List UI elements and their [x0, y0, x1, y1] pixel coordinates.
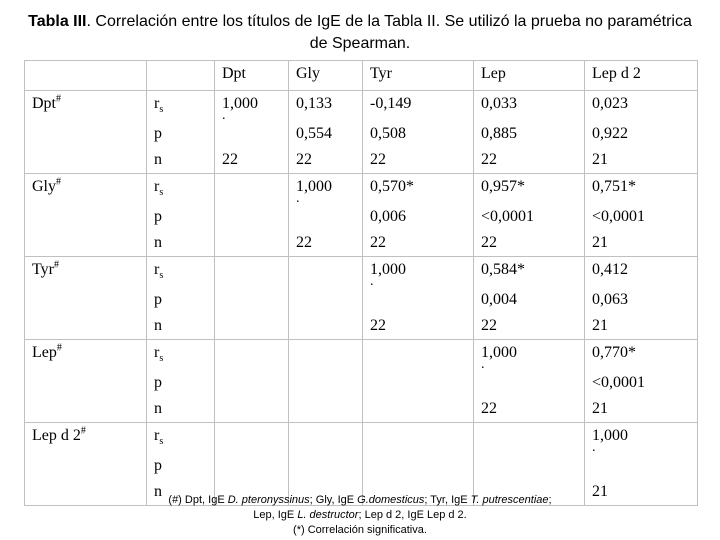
diagonal-dot: . — [296, 191, 300, 206]
value-cell — [474, 396, 585, 423]
stat-label-p: p — [147, 453, 215, 479]
value-cell — [215, 396, 289, 423]
table-row — [25, 121, 698, 147]
table-footnote — [60, 493, 660, 538]
cell-value: 0,584* — [481, 261, 525, 278]
correlation-table — [24, 60, 698, 506]
value-cell — [363, 174, 474, 205]
table-row — [25, 453, 698, 479]
cell-value: 1,000 — [370, 261, 406, 278]
cell-value: 22 — [481, 151, 497, 168]
table-caption — [20, 11, 700, 55]
value-cell — [215, 174, 289, 205]
stat-label-n: n — [147, 313, 215, 340]
value-cell — [585, 257, 698, 288]
cell-value: 21 — [592, 317, 608, 334]
value-cell — [215, 257, 289, 288]
value-cell — [474, 340, 585, 371]
diagonal-dot: . — [592, 440, 596, 455]
header-row — [25, 61, 698, 91]
table-row — [25, 396, 698, 423]
cell-value: 21 — [592, 234, 608, 251]
value-cell — [474, 204, 585, 230]
row-label: Dpt — [32, 95, 56, 112]
table-row — [25, 313, 698, 340]
value-cell — [474, 453, 585, 479]
cell-value: <0,0001 — [592, 208, 646, 225]
table-row — [25, 340, 698, 371]
footnote-line-3: (*) Correlación significativa. — [293, 524, 427, 536]
row-label-mark: # — [56, 176, 61, 188]
stat-label-rs: $r_s$ — [147, 91, 215, 122]
value-cell — [215, 340, 289, 371]
table-row — [25, 370, 698, 396]
cell-value: 0,957* — [481, 178, 525, 195]
stat-label-n: n — [147, 396, 215, 423]
value-cell — [363, 287, 474, 313]
row-label-cell — [25, 174, 147, 205]
value-cell — [585, 91, 698, 122]
value-cell — [363, 204, 474, 230]
row-label-mark: # — [80, 425, 86, 437]
value-cell — [215, 204, 289, 230]
value-cell — [474, 423, 585, 454]
table-row — [25, 423, 698, 454]
row-label-cell — [25, 230, 147, 257]
cell-value: 0,508 — [370, 125, 406, 142]
table-row — [25, 174, 698, 205]
value-cell — [363, 230, 474, 257]
value-cell — [585, 121, 698, 147]
cell-value: 21 — [592, 483, 608, 500]
value-cell — [363, 257, 474, 288]
stat-label-rs: $r_s$ — [147, 340, 215, 371]
table-row — [25, 257, 698, 288]
footnote-line-2: Lep, IgE L. destructor; Lep d 2, IgE Lep d 2. — [253, 509, 467, 521]
cell-value: 0,570* — [370, 178, 414, 195]
value-cell — [585, 423, 698, 454]
value-cell — [215, 313, 289, 340]
value-cell — [474, 91, 585, 122]
table-row — [25, 91, 698, 122]
cell-value: 1,000 — [592, 427, 628, 444]
value-cell — [289, 174, 363, 205]
row-label-cell — [25, 340, 147, 371]
row-label: Gly — [32, 178, 56, 195]
cell-value: 22 — [370, 234, 386, 251]
value-cell — [289, 453, 363, 479]
row-label: Lep d 2 — [32, 427, 81, 444]
row-label-cell — [25, 91, 147, 122]
stat-label-rs: $r_s$ — [147, 423, 215, 454]
cell-value: 22 — [222, 151, 238, 168]
value-cell — [474, 313, 585, 340]
cell-value: 21 — [592, 400, 608, 417]
cell-value: 21 — [592, 151, 608, 168]
value-cell — [363, 370, 474, 396]
value-cell — [474, 257, 585, 288]
cell-value: 1,000 — [481, 344, 517, 361]
row-label-cell — [25, 453, 147, 479]
cell-value: 0,063 — [592, 291, 628, 308]
row-label-cell — [25, 287, 147, 313]
value-cell — [289, 204, 363, 230]
diagonal-dot: . — [481, 357, 485, 372]
cell-value: 22 — [370, 151, 386, 168]
column-header: Tyr — [363, 61, 474, 91]
stat-label-p: p — [147, 370, 215, 396]
value-cell — [289, 257, 363, 288]
footnote-line-1: (#) Dpt, IgE D. pteronyssinus; Gly, IgE G.domesticus; Tyr, IgE T. putrescentiae; — [168, 494, 552, 506]
row-label-mark: # — [56, 93, 61, 105]
value-cell — [215, 287, 289, 313]
value-cell — [215, 370, 289, 396]
value-cell — [363, 453, 474, 479]
value-cell — [215, 147, 289, 174]
value-cell — [474, 230, 585, 257]
column-header: Lep d 2 — [585, 61, 698, 91]
value-cell — [289, 370, 363, 396]
row-label-cell — [25, 370, 147, 396]
cell-value: -0,149 — [370, 95, 412, 112]
value-cell — [585, 340, 698, 371]
value-cell — [289, 121, 363, 147]
value-cell — [363, 313, 474, 340]
value-cell — [585, 230, 698, 257]
table-row — [25, 230, 698, 257]
value-cell — [585, 287, 698, 313]
cell-value: 0,133 — [296, 95, 332, 112]
cell-value: 0,004 — [481, 291, 517, 308]
cell-value: 22 — [481, 317, 497, 334]
value-cell — [215, 91, 289, 122]
stat-label-rs: $r_s$ — [147, 174, 215, 205]
row-label-mark: # — [53, 259, 59, 271]
cell-value: 0,033 — [481, 95, 517, 112]
cell-value: 1,000 — [296, 178, 332, 195]
value-cell — [585, 370, 698, 396]
cell-value: 0,922 — [592, 125, 628, 142]
value-cell — [585, 453, 698, 479]
cell-value: 0,023 — [592, 95, 628, 112]
cell-value: 0,006 — [370, 208, 406, 225]
caption-label: Tabla III — [28, 13, 87, 30]
stat-label-p: p — [147, 121, 215, 147]
value-cell — [363, 147, 474, 174]
value-cell — [289, 287, 363, 313]
value-cell — [474, 121, 585, 147]
value-cell — [363, 121, 474, 147]
value-cell — [585, 313, 698, 340]
value-cell — [289, 91, 363, 122]
stat-label-n: n — [147, 147, 215, 174]
row-label-cell — [25, 204, 147, 230]
row-label-mark: # — [56, 342, 62, 354]
cell-value: 22 — [296, 151, 312, 168]
header-cell-empty — [147, 61, 215, 91]
value-cell — [289, 396, 363, 423]
value-cell — [215, 121, 289, 147]
value-cell — [585, 204, 698, 230]
value-cell — [363, 91, 474, 122]
value-cell — [585, 396, 698, 423]
header-cell-empty — [25, 61, 147, 91]
value-cell — [289, 230, 363, 257]
value-cell — [474, 287, 585, 313]
stat-label-p: p — [147, 204, 215, 230]
row-label-cell — [25, 396, 147, 423]
row-label: Tyr — [32, 261, 54, 278]
value-cell — [289, 147, 363, 174]
row-label-cell — [25, 121, 147, 147]
stat-label-n: n — [147, 479, 215, 506]
column-header: Gly — [289, 61, 363, 91]
cell-value: <0,0001 — [592, 374, 646, 391]
cell-value: 1,000 — [222, 95, 258, 112]
value-cell — [363, 423, 474, 454]
value-cell — [363, 340, 474, 371]
value-cell — [585, 174, 698, 205]
stat-label-rs: $r_s$ — [147, 257, 215, 288]
value-cell — [289, 423, 363, 454]
table-row — [25, 204, 698, 230]
column-header: Lep — [474, 61, 585, 91]
cell-value: 22 — [481, 234, 497, 251]
row-label-cell — [25, 257, 147, 288]
value-cell — [215, 423, 289, 454]
cell-value: 0,554 — [296, 125, 332, 142]
value-cell — [215, 453, 289, 479]
diagonal-dot: . — [370, 274, 374, 289]
cell-value: 22 — [370, 317, 386, 334]
value-cell — [474, 370, 585, 396]
value-cell — [474, 174, 585, 205]
cell-value: 22 — [296, 234, 312, 251]
cell-value: 0,885 — [481, 125, 517, 142]
stat-label-n: n — [147, 230, 215, 257]
row-label-cell — [25, 423, 147, 454]
table-row — [25, 147, 698, 174]
cell-value: 22 — [481, 400, 497, 417]
value-cell — [585, 147, 698, 174]
value-cell — [363, 396, 474, 423]
cell-value: <0,0001 — [481, 208, 535, 225]
caption-text: . Correlación entre los títulos de IgE de la Tabla II. Se utilizó la prueba no paramétrica de Spearman. — [86, 13, 692, 52]
cell-value: 0,751* — [592, 178, 636, 195]
value-cell — [289, 340, 363, 371]
row-label-cell — [25, 313, 147, 340]
table-row — [25, 287, 698, 313]
column-header: Dpt — [215, 61, 289, 91]
diagonal-dot: . — [222, 108, 226, 123]
stat-label-p: p — [147, 287, 215, 313]
row-label: Lep — [32, 344, 57, 361]
row-label-cell — [25, 147, 147, 174]
value-cell — [289, 313, 363, 340]
cell-value: 0,412 — [592, 261, 628, 278]
value-cell — [215, 230, 289, 257]
value-cell — [474, 147, 585, 174]
cell-value: 0,770* — [592, 344, 636, 361]
